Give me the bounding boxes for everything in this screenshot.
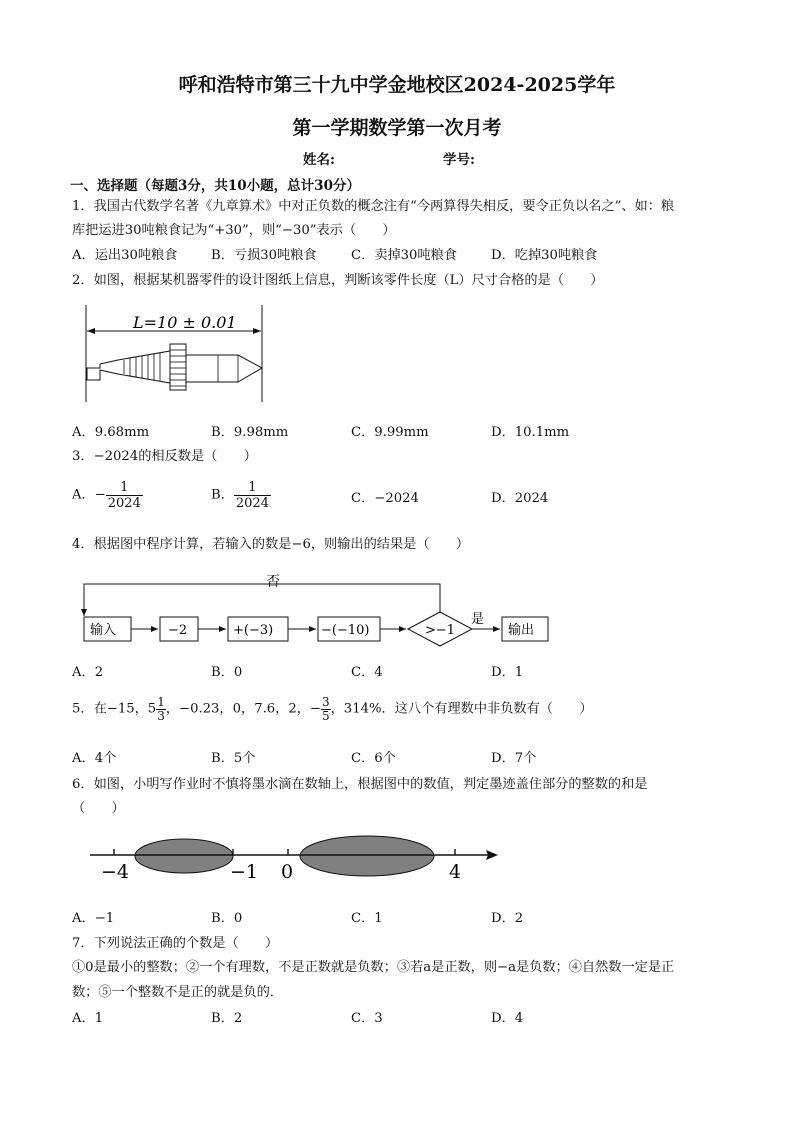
q3-stem: 3．−2024的相反数是（ ）	[72, 449, 257, 464]
q4-output-text: 输出	[508, 623, 535, 638]
q7-option-d: D．4	[491, 1011, 524, 1026]
q4-condition-text: >−1	[425, 623, 456, 638]
q4-op2-text: +(−3)	[233, 623, 274, 638]
q2-option-c: C．9.99mm	[351, 425, 429, 440]
q2-part-figure	[78, 300, 278, 410]
q5-middle: ，−0.23，0，7.6，2，−	[165, 701, 321, 717]
q4-flowchart	[76, 566, 556, 650]
q6-ink-blot-right	[300, 836, 434, 876]
q6-line2: （ ）	[72, 801, 125, 816]
q3-option-a	[72, 480, 143, 511]
q7-option-c: C．3	[351, 1011, 383, 1026]
q4-yes-label: 是	[471, 612, 485, 627]
section-heading: 一、选择题（每题3分，共10小题，总计30分）	[70, 178, 360, 194]
q7-statements-line2: 数；⑤一个整数不是正的就是负的．	[72, 985, 283, 1000]
q3-a-prefix: A．−	[72, 487, 106, 503]
q6-tick-label: −4	[101, 861, 130, 883]
id-label: 学号:	[443, 152, 475, 168]
q3-b-fraction: $\frac{1}{2024}$	[235, 480, 269, 511]
q3-a-fraction: $\frac{1}{2024}$	[107, 480, 141, 511]
q6-option-c: C．1	[351, 911, 383, 926]
q5-prefix: 5．在−15，5	[72, 701, 157, 717]
q6-line1: 6．如图，小明写作业时不慎将墨水滴在数轴上，根据图中的数值，判定墨迹盖住部分的整数的和是	[72, 777, 648, 792]
q1-line1: 1．我国古代数学名著《九章算术》中对正负数的概念注有“今两算得失相反，要令正负以名之”、如：粮	[72, 199, 675, 214]
name-label: 姓名:	[303, 152, 335, 168]
q2-option-d: D．10.1mm	[491, 425, 570, 440]
q5-option-c: C．6个	[351, 751, 396, 766]
q3-option-c: C．−2024	[351, 491, 419, 506]
q5-neg-fraction: $\frac{3}{5}$	[321, 695, 330, 723]
q5-stem	[72, 696, 593, 723]
q7-option-b: B．2	[211, 1011, 243, 1026]
q4-option-c: C．4	[351, 665, 383, 680]
q4-op1-text: −2	[168, 623, 188, 638]
q1-option-a: A．运出30吨粮食	[72, 248, 178, 263]
q6-number-line	[88, 832, 508, 888]
q2-stem: 2．如图，根据某机器零件的设计图纸上信息，判断该零件长度（L）尺寸合格的是（ ）	[72, 273, 604, 288]
q1-line2: 库把运进30吨粮食记为“+30”，则“−30”表示（ ）	[72, 223, 396, 238]
q5-option-b: B．5个	[211, 751, 256, 766]
q7-option-a: A．1	[72, 1011, 104, 1026]
q4-op3-text: −(−10)	[321, 623, 370, 638]
q4-input-text: 输入	[90, 623, 117, 638]
q6-option-b: B．0	[211, 911, 243, 926]
q6-option-a: A．−1	[72, 911, 115, 926]
q4-stem: 4．根据图中程序计算，若输入的数是−6，则输出的结果是（ ）	[72, 537, 470, 552]
q2-option-b: B．9.98mm	[211, 425, 289, 440]
q7-stem: 7．下列说法正确的个数是（ ）	[72, 936, 279, 951]
q1-option-d: D．吃掉30吨粮食	[491, 248, 598, 263]
q4-option-d: D．1	[491, 665, 524, 680]
q7-statements-line1: ①0是最小的整数；②一个有理数，不是正数就是负数；③若a是正数，则−a是负数；④自然数一定是正	[72, 960, 675, 975]
q4-option-b: B．0	[211, 665, 243, 680]
q2-option-a: A．9.68mm	[72, 425, 150, 440]
q6-tick-label: 4	[449, 861, 462, 883]
q5-option-d: D．7个	[491, 751, 537, 766]
q5-option-a: A．4个	[72, 751, 117, 766]
q3-option-d: D．2024	[491, 491, 549, 506]
q6-ink-blot-left	[135, 839, 233, 873]
q3-option-b	[211, 480, 271, 511]
q1-option-b: B．亏损30吨粮食	[211, 248, 317, 263]
q1-option-c: C．卖掉30吨粮食	[351, 248, 457, 263]
q5-suffix: ，314%．这八个有理数中非负数有（ ）	[330, 701, 593, 717]
q3-b-prefix: B．	[211, 487, 234, 503]
q4-option-a: A．2	[72, 665, 104, 680]
q6-tick-label: 0	[281, 861, 294, 883]
q5-mixed-fraction: $\frac{1}{3}$	[157, 695, 165, 723]
q2-length-label: L=10 ± 0.01	[133, 313, 237, 332]
school-title: 呼和浩特市第三十九中学金地校区2024-2025学年	[178, 74, 616, 96]
exam-title: 第一学期数学第一次月考	[292, 117, 502, 139]
q6-tick-label: −1	[230, 861, 259, 883]
q6-option-d: D．2	[491, 911, 524, 926]
q4-no-label: 否	[266, 574, 280, 590]
